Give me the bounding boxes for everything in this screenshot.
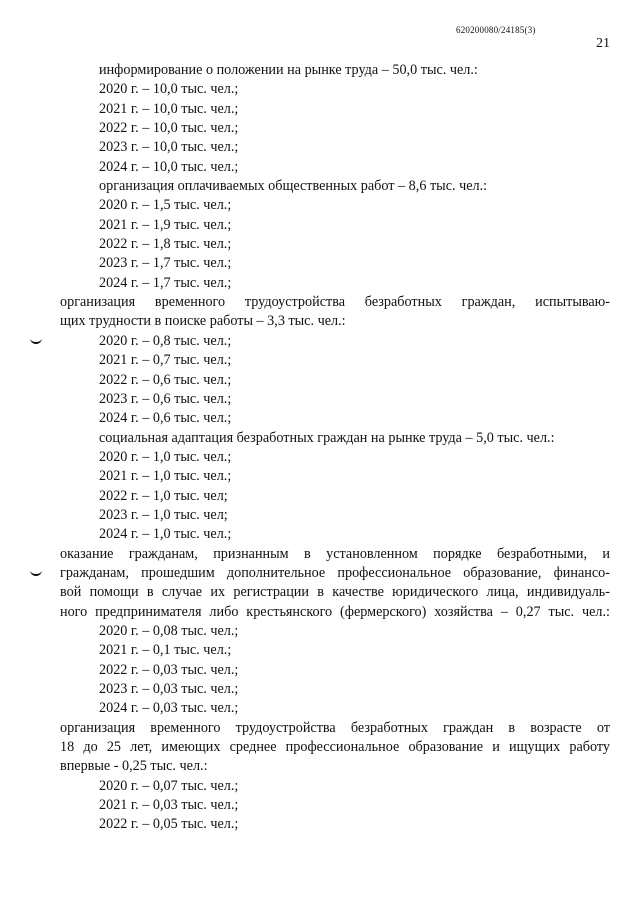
text-line: впервые - 0,25 тыс. чел.: <box>60 758 208 775</box>
text-line: 2024 г. – 1,7 тыс. чел.; <box>99 274 232 291</box>
text-line: 2022 г. – 0,6 тыс. чел.; <box>99 371 232 388</box>
text-line: 2024 г. – 0,6 тыс. чел.; <box>99 410 232 427</box>
text-line: 2021 г. – 0,7 тыс. чел.; <box>99 352 232 369</box>
text-line: оказание гражданам, признанным в установленном порядке безработными, и <box>60 545 610 562</box>
text-line: 2023 г. – 1,7 тыс. чел.; <box>99 255 232 272</box>
text-line: 2021 г. – 10,0 тыс. чел.; <box>99 100 239 117</box>
text-line: ного предпринимателя либо крестьянского (фермерского) хозяйства – 0,27 тыс. чел.: <box>60 603 610 620</box>
text-line: 2020 г. – 10,0 тыс. чел.; <box>99 81 239 98</box>
text-line: информирование о положении на рынке труда – 50,0 тыс. чел.: <box>99 62 478 78</box>
page-number: 21 <box>596 36 610 51</box>
text-line: 2023 г. – 0,6 тыс. чел.; <box>99 390 232 407</box>
text-line: 18 до 25 лет, имеющих среднее профессиональное образование и ищущих работу <box>60 739 610 756</box>
text-line: 2022 г. – 1,8 тыс. чел.; <box>99 236 232 253</box>
text-line: 2024 г. – 1,0 тыс. чел.; <box>99 526 232 543</box>
text-line: 2021 г. – 0,1 тыс. чел.; <box>99 642 232 659</box>
text-line: 2024 г. – 10,0 тыс. чел.; <box>99 158 239 175</box>
text-line: 2021 г. – 0,03 тыс. чел.; <box>99 797 239 814</box>
text-line: 2023 г. – 1,0 тыс. чел; <box>99 506 228 523</box>
text-line: организация оплачиваемых общественных работ – 8,6 тыс. чел.: <box>99 178 488 195</box>
document-body <box>0 61 640 835</box>
text-line: 2020 г. – 0,08 тыс. чел.; <box>99 622 239 639</box>
text-line: вой помощи в случае их регистрации в качестве юридического лица, индивидуаль- <box>60 584 610 601</box>
text-line: 2021 г. – 1,9 тыс. чел.; <box>99 216 232 233</box>
document-id: 620200080/24185(3) <box>456 25 536 35</box>
text-line: 2020 г. – 0,07 тыс. чел.; <box>99 777 239 794</box>
text-line: 2024 г. – 0,03 тыс. чел.; <box>99 700 239 717</box>
text-line: организация временного трудоустройства безработных граждан, испытываю- <box>60 294 610 311</box>
text-line: 2023 г. – 0,03 тыс. чел.; <box>99 681 239 697</box>
text-line: 2022 г. – 1,0 тыс. чел; <box>99 487 228 504</box>
text-line: 2023 г. – 10,0 тыс. чел.; <box>99 139 239 156</box>
text-line: 2022 г. – 0,03 тыс. чел.; <box>99 661 239 678</box>
text-line: 2020 г. – 1,5 тыс. чел.; <box>99 197 232 214</box>
text-line: гражданам, прошедшим дополнительное профессиональное образование, финансо- <box>60 564 610 581</box>
text-line: организация временного трудоустройства безработных граждан в возрасте от <box>60 719 610 736</box>
text-line: щих трудности в поиске работы – 3,3 тыс. чел.: <box>60 313 346 330</box>
text-line: 2022 г. – 10,0 тыс. чел.; <box>99 120 239 137</box>
text-line: социальная адаптация безработных граждан на рынке труда – 5,0 тыс. чел.: <box>99 429 555 446</box>
text-line: 2021 г. – 1,0 тыс. чел.; <box>99 468 232 485</box>
text-line: 2022 г. – 0,05 тыс. чел.; <box>99 816 239 833</box>
text-line: 2020 г. – 0,8 тыс. чел.; <box>99 332 232 349</box>
text-line: 2020 г. – 1,0 тыс. чел.; <box>99 448 232 465</box>
